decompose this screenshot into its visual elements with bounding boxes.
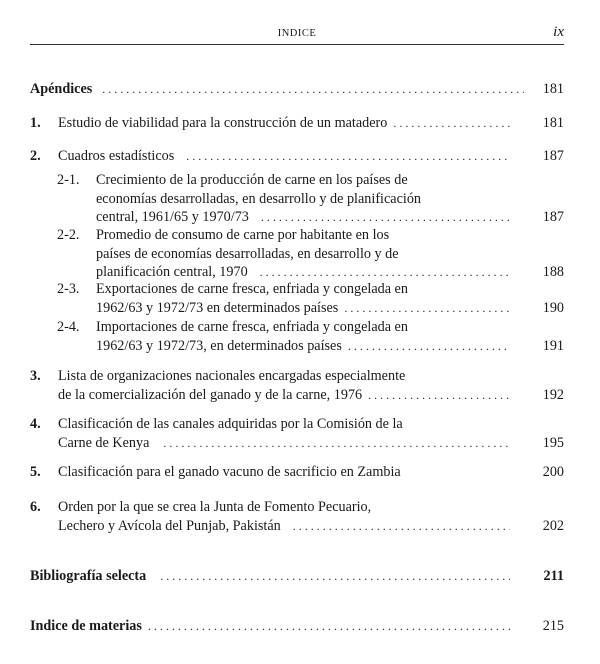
toc-entry-text-line: central, 1961/65 y 1970/73 xyxy=(96,209,249,226)
toc-entry-4[interactable] xyxy=(30,415,564,452)
toc-entry-text-line: planificación central, 1970 xyxy=(96,264,248,281)
toc-entry-label: Bibliografía selecta xyxy=(30,568,147,584)
toc-page-number: 195 xyxy=(542,435,564,451)
toc-entry-text: Estudio de viabilidad para la construcción de un matadero xyxy=(58,115,388,131)
toc-entry-text-line: Importaciones de carne fresca, enfriada y congelada en xyxy=(96,319,408,335)
toc-entry-text-line: 1962/63 y 1972/73 en determinados países xyxy=(96,299,339,316)
toc-entry-number: 3. xyxy=(30,368,41,384)
dot-leader xyxy=(260,263,510,282)
toc-entry-2-1[interactable] xyxy=(30,171,564,227)
dot-leader xyxy=(393,114,510,133)
dot-leader xyxy=(348,337,510,356)
header-rule xyxy=(30,44,564,45)
dot-leader xyxy=(261,208,510,227)
toc-page-number: 191 xyxy=(542,338,564,354)
toc-entry-2[interactable] xyxy=(30,147,564,166)
toc-entry-2-2[interactable] xyxy=(30,226,564,282)
running-header xyxy=(30,22,564,46)
toc-entry-apendices[interactable] xyxy=(30,80,564,99)
toc-entry-label: Indice de materias xyxy=(30,618,142,634)
toc-entry-text-line: Carne de Kenya xyxy=(58,434,150,451)
dot-leader xyxy=(148,617,510,636)
dot-leader xyxy=(368,386,510,405)
toc-entry-number: 2-4. xyxy=(57,319,80,335)
toc-entry-text-line: Exportaciones de carne fresca, enfriada y congelada en xyxy=(96,281,408,297)
toc-entry-number: 5. xyxy=(30,464,41,480)
toc-entry-3[interactable] xyxy=(30,367,564,404)
toc-entry-text-line: Lista de organizaciones nacionales encargadas especialmente xyxy=(58,368,406,384)
toc-page-number: 187 xyxy=(542,148,564,164)
toc-entry-text-line: economías desarrolladas, en desarrollo y de planificación xyxy=(96,190,422,207)
toc-entry-label: Apéndices xyxy=(30,81,93,97)
dot-leader xyxy=(163,434,510,453)
toc-entry-text-line: Orden por la que se crea la Junta de Fomento Pecuario, xyxy=(58,499,372,515)
toc-entry-2-4[interactable] xyxy=(30,318,564,355)
toc-entry-text-line: de la comercialización del ganado y de la carne, 1976 xyxy=(58,386,363,403)
toc-page-number: 200 xyxy=(542,464,564,480)
toc-entry-2-3[interactable] xyxy=(30,280,564,317)
toc-page-number: 181 xyxy=(542,115,564,131)
toc-page-number: 211 xyxy=(543,568,564,584)
toc-entry-indice-materias[interactable] xyxy=(30,617,564,636)
toc-entry-text-line: Crecimiento de la producción de carne en los países de xyxy=(96,172,408,188)
toc-entry-6[interactable] xyxy=(30,498,564,535)
toc-page-number: 215 xyxy=(542,618,564,634)
toc-entry-number: 6. xyxy=(30,499,41,515)
toc-entry-text-line: 1962/63 y 1972/73, en determinados países xyxy=(96,337,342,354)
toc-page-number: 190 xyxy=(542,300,564,316)
toc-entry-number: 2-1. xyxy=(57,172,80,188)
toc-entry-text-line: Lechero y Avícola del Punjab, Pakistán xyxy=(58,517,281,534)
toc-entry-text: Clasificación para el ganado vacuno de sacrificio en Zambia xyxy=(58,464,401,480)
toc-page-number: 202 xyxy=(542,518,564,534)
toc-entry-5[interactable] xyxy=(30,463,564,482)
header-title: INDICE xyxy=(277,28,317,39)
toc-entry-number: 2-2. xyxy=(57,227,80,243)
toc-entry-text-line: Promedio de consumo de carne por habitante en los xyxy=(96,227,390,243)
toc-entry-1[interactable] xyxy=(30,114,564,133)
toc-entry-number: 2. xyxy=(30,148,41,164)
toc-entry-text: Cuadros estadísticos xyxy=(58,148,175,164)
toc-entry-text-line: Clasificación de las canales adquiridas por la Comisión de la xyxy=(58,416,403,432)
toc-entry-number: 2-3. xyxy=(57,281,80,297)
toc-page-number: 187 xyxy=(542,209,564,225)
toc-entry-number: 4. xyxy=(30,416,41,432)
toc-entry-text-line: países de economías desarrolladas, en desarrollo y de xyxy=(96,245,399,262)
dot-leader xyxy=(344,299,510,318)
toc-entry-number: 1. xyxy=(30,115,41,131)
toc-entry-bibliografia[interactable] xyxy=(30,567,564,586)
dot-leader xyxy=(102,80,524,99)
dot-leader xyxy=(293,517,510,536)
header-page-number: ix xyxy=(553,24,564,40)
dot-leader xyxy=(160,567,510,586)
toc-page-number: 188 xyxy=(542,264,564,280)
dot-leader xyxy=(186,147,510,166)
toc-page-number: 181 xyxy=(542,81,564,97)
toc-page-number: 192 xyxy=(542,387,564,403)
